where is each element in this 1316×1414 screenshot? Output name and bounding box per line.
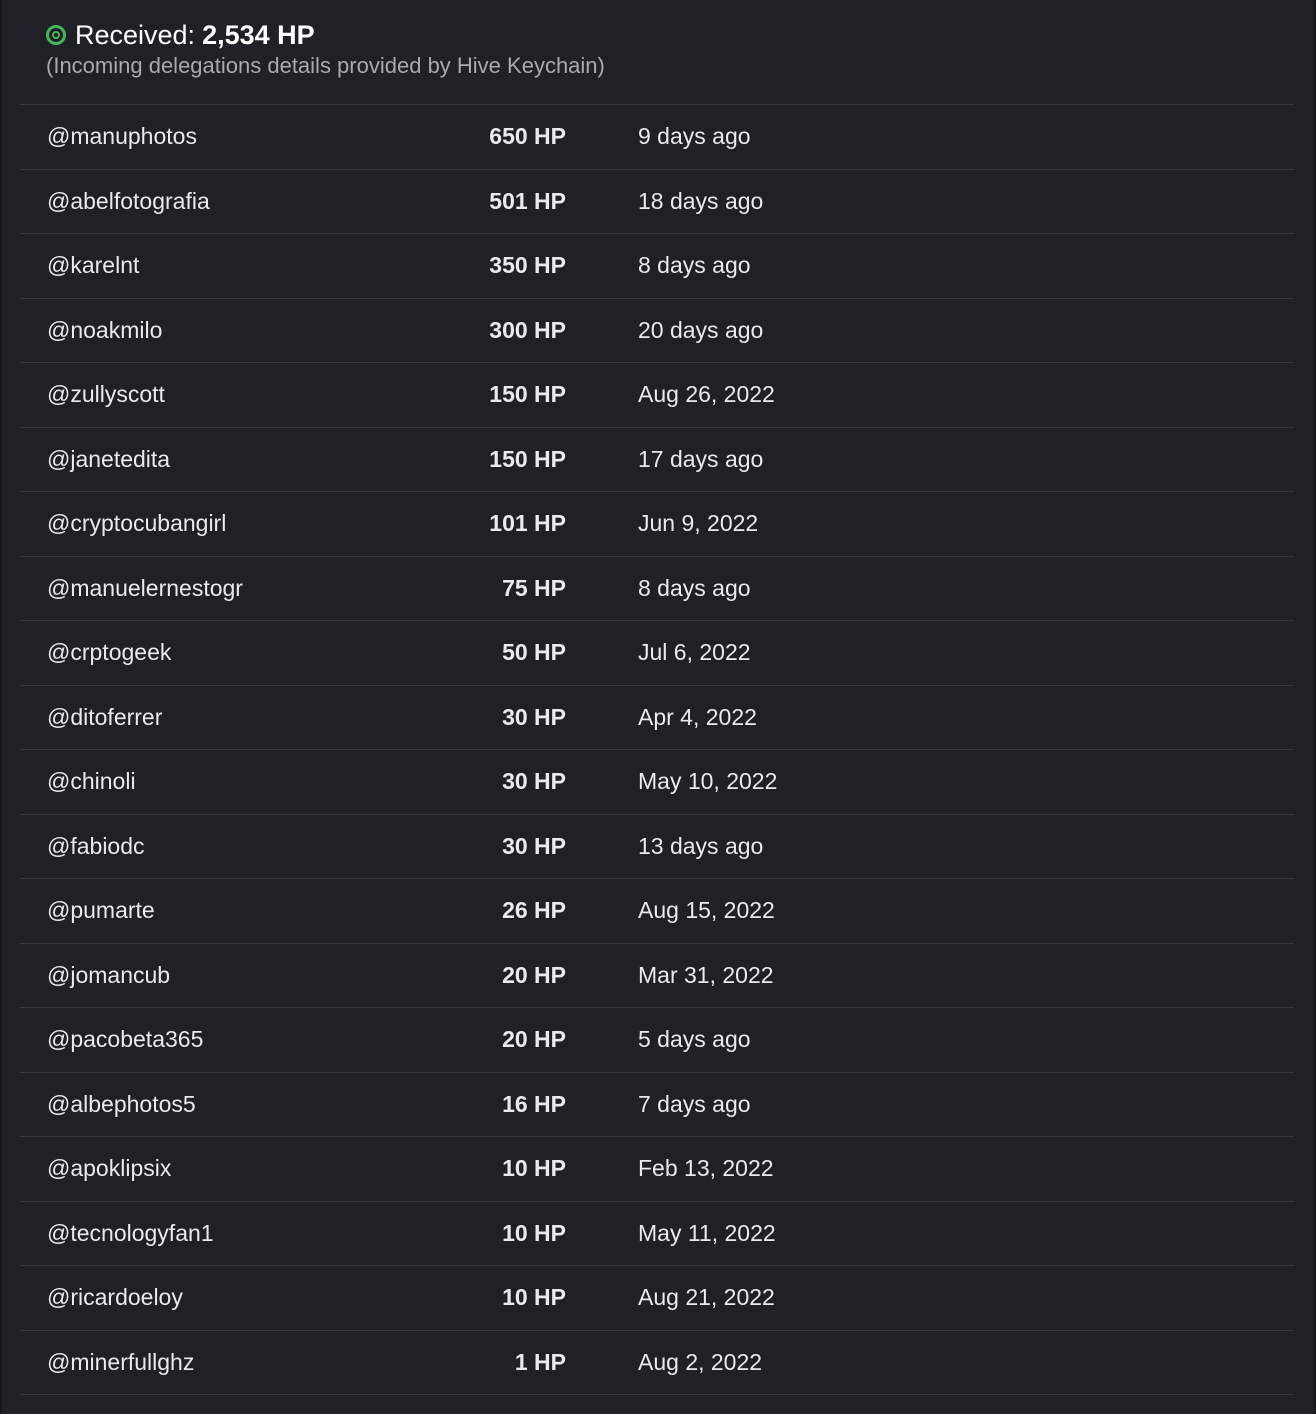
delegator-link[interactable]: @cryptocubangirl [47,510,227,537]
delegator-link[interactable]: @karelnt [47,252,140,279]
delegation-row [20,879,1294,944]
delegation-amount: 300 HP [489,316,566,343]
delegation-amount: 101 HP [489,510,566,537]
delegation-row [20,750,1294,815]
delegator-link[interactable]: @apoklipsix [47,1155,172,1182]
delegation-amount: 20 HP [502,961,566,988]
delegation-row [20,1008,1294,1073]
delegation-amount: 10 HP [502,1155,566,1182]
delegation-amount: 30 HP [502,768,566,795]
delegator-link[interactable]: @pumarte [47,897,155,924]
delegation-row [20,686,1294,751]
delegation-amount: 16 HP [502,1090,566,1117]
delegator-link[interactable]: @fabiodc [47,832,145,859]
delegation-date: 5 days ago [638,1026,751,1053]
delegation-date: 8 days ago [638,252,751,279]
ring-icon [46,25,66,45]
delegation-row [20,557,1294,622]
received-label: Received: [75,19,196,50]
delegation-date: Aug 15, 2022 [638,897,775,924]
delegation-row [20,1331,1294,1396]
delegation-row [20,170,1294,235]
delegation-row [20,1266,1294,1331]
delegator-link[interactable]: @ricardoeloy [47,1284,183,1311]
delegation-date: May 10, 2022 [638,768,778,795]
delegation-amount: 30 HP [502,703,566,730]
delegator-link[interactable]: @noakmilo [47,316,163,343]
delegator-link[interactable]: @crptogeek [47,639,172,666]
delegator-link[interactable]: @minerfullghz [47,1348,195,1375]
delegation-amount: 10 HP [502,1284,566,1311]
delegation-date: 20 days ago [638,316,764,343]
delegation-amount: 26 HP [502,897,566,924]
delegation-amount: 10 HP [502,1219,566,1246]
delegator-link[interactable]: @zullyscott [47,381,165,408]
delegation-amount: 1 HP [514,1348,566,1375]
delegation-row [20,1073,1294,1138]
delegation-date: Mar 31, 2022 [638,961,774,988]
delegator-link[interactable]: @ditoferrer [47,703,163,730]
delegator-link[interactable]: @chinoli [47,768,136,795]
delegation-date: Aug 21, 2022 [638,1284,775,1311]
incoming-delegations-panel [2,0,1314,1414]
delegation-row [20,428,1294,493]
delegation-row [20,299,1294,364]
delegation-amount: 20 HP [502,1026,566,1053]
received-total: 2,534 HP [202,19,315,50]
delegator-link[interactable]: @janetedita [47,445,171,472]
received-title [46,18,1294,52]
delegation-amount: 150 HP [489,381,566,408]
delegation-row [20,363,1294,428]
delegation-date: Jun 9, 2022 [638,510,759,537]
delegator-link[interactable]: @jomancub [47,961,171,988]
delegations-subtitle: (Incoming delegations details provided by Hive Keychain) [46,53,605,78]
delegation-row [20,105,1294,170]
delegation-date: Aug 26, 2022 [638,381,775,408]
delegation-amount: 50 HP [502,639,566,666]
delegator-link[interactable]: @abelfotografia [47,187,210,214]
delegation-row [20,815,1294,880]
delegator-link[interactable]: @manuelernestogr [47,574,243,601]
delegation-row [20,234,1294,299]
delegation-date: Apr 4, 2022 [638,703,757,730]
delegation-date: 13 days ago [638,832,764,859]
delegation-date: Aug 2, 2022 [638,1348,763,1375]
delegation-row [20,492,1294,557]
delegation-date: May 11, 2022 [638,1219,776,1246]
delegations-list [20,104,1294,1395]
delegation-amount: 30 HP [502,832,566,859]
delegation-date: Jul 6, 2022 [638,639,751,666]
delegation-date: 17 days ago [638,445,764,472]
delegation-date: 7 days ago [638,1090,751,1117]
delegator-link[interactable]: @manuphotos [47,123,197,150]
delegation-row [20,944,1294,1009]
delegations-header [46,18,1294,79]
delegation-row [20,1202,1294,1267]
delegation-amount: 75 HP [502,574,566,601]
delegation-date: 18 days ago [638,187,764,214]
delegation-date: 9 days ago [638,123,751,150]
delegator-link[interactable]: @tecnologyfan1 [47,1219,214,1246]
delegation-amount: 350 HP [489,252,566,279]
delegation-amount: 501 HP [489,187,566,214]
delegation-date: Feb 13, 2022 [638,1155,774,1182]
delegation-row [20,1137,1294,1202]
delegation-amount: 650 HP [489,123,566,150]
delegator-link[interactable]: @pacobeta365 [47,1026,204,1053]
delegation-date: 8 days ago [638,574,751,601]
delegator-link[interactable]: @albephotos5 [47,1090,196,1117]
delegation-amount: 150 HP [489,445,566,472]
delegation-row [20,621,1294,686]
